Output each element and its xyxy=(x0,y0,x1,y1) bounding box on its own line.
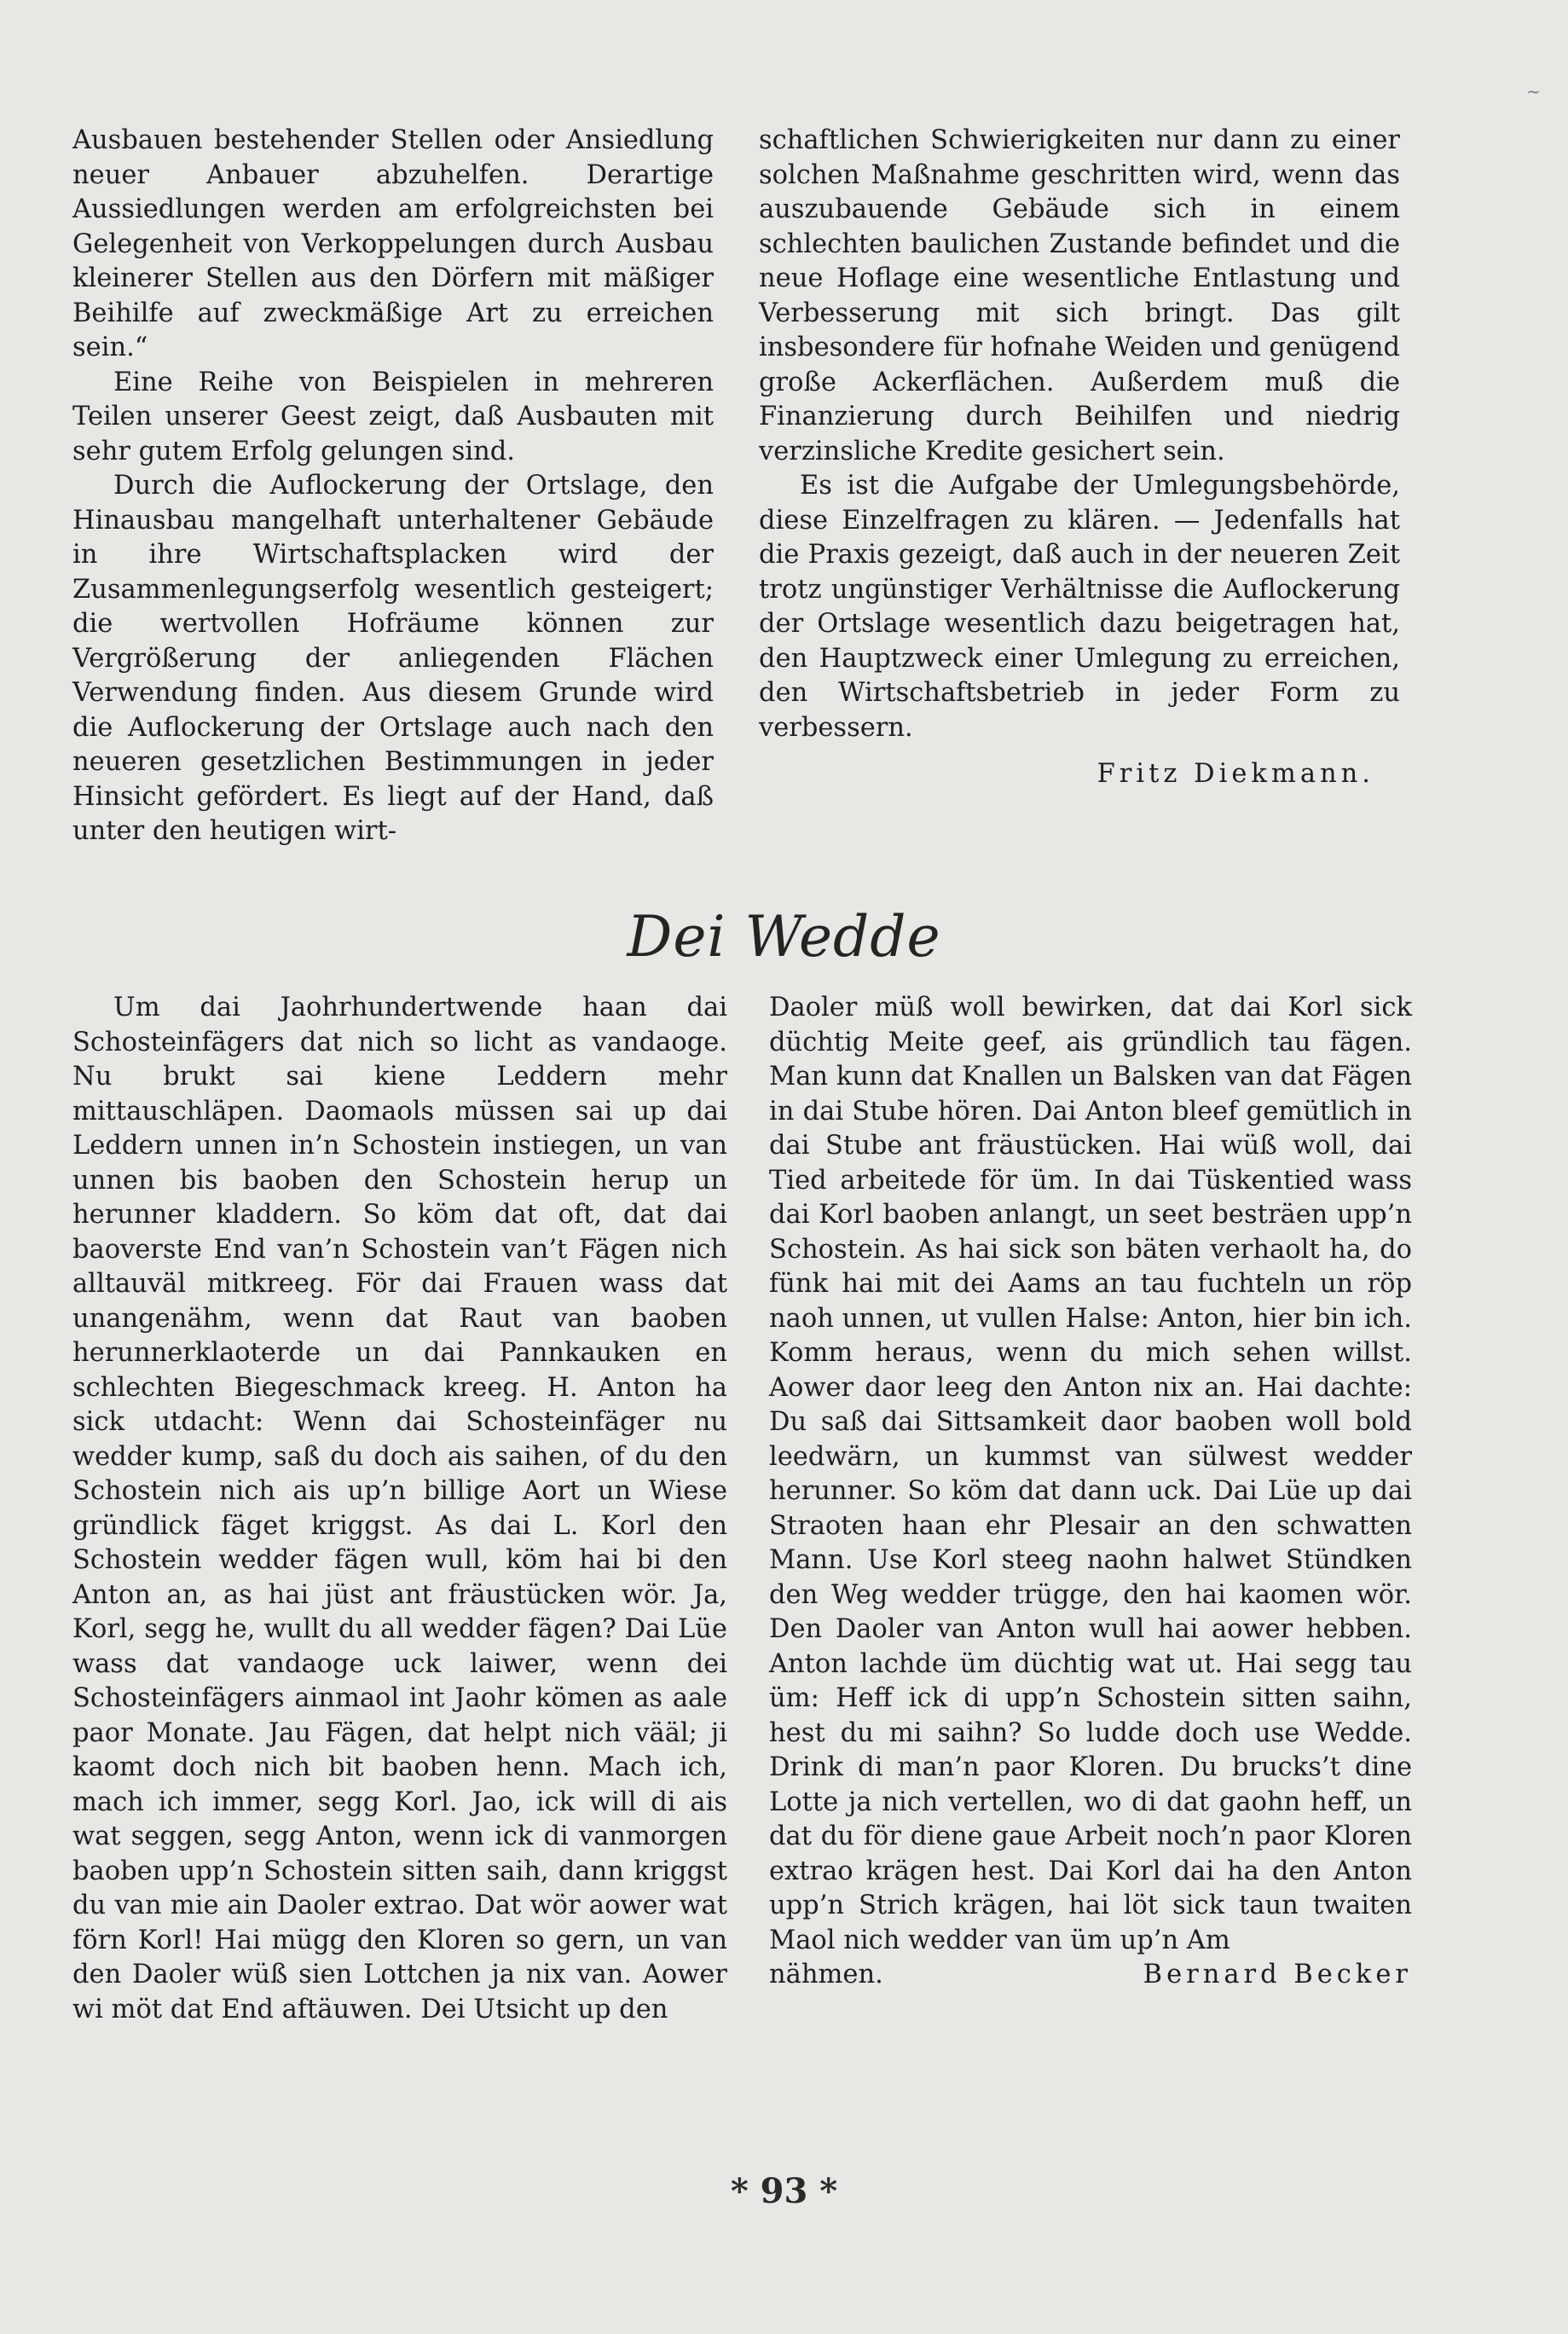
article2-signature: Bernard Becker xyxy=(1143,1960,1412,1989)
page-number: * 93 * xyxy=(730,2171,838,2211)
article2-closing-line xyxy=(769,1958,1412,1993)
article1-left-column xyxy=(72,124,714,849)
margin-mark: ~ xyxy=(1526,81,1541,101)
paragraph: schaftlichen Schwierigkeiten nur dann zu einer solchen Maßnahme geschritten wird, wenn das auszubauende Gebäude sich in einem schlechten baulichen Zustande befindet und die neue Hoflage eine wesentliche Entlastung und Verbesserung mit sich bringt. Das gilt insbesondere für hofnahe Weiden und genügend große Ackerflächen. Außerdem muß die Finanzierung durch Beihilfen und niedrig verzinsliche Kredite gesichert sein. xyxy=(759,125,1400,466)
closing-word: nähmen. xyxy=(769,1960,883,1989)
article2-title: Dei Wedde xyxy=(627,904,941,970)
paragraph: Daoler müß woll bewirken, dat dai Korl sick düchtig Meite geef, ais gründlich tau fägen. Man kunn dat Knallen un Balsken van dat Fägen in dai Stube hören. Dai Anton bleef gemütlich in dai Stube ant fräustücken. Hai wüß woll, dai Tied arbeitede för üm. In dai Tüskentied wass dai Korl baoben anlangt, un seet besträen upp’n Schostein. As hai sick son bäten verhaolt ha, do fünk hai mit dei Aams an tau fuchteln un röp naoh unnen, ut vullen Halse: Anton, hier bin ich. Komm heraus, wenn du mich sehen willst. Aower daor leeg den Anton nix an. Hai dachte: Du saß dai Sittsamkeit daor baoben woll bold leedwärn, un kummst van sülwest wedder herunner. So köm dat dann uck. Dai Lüe up dai Straoten haan ehr Plesair an den schwatten Mann. Use Korl steeg naohn halwet Stündken den Weg wedder trügge, den hai kaomen wör. Den Daoler van Anton wull hai aower hebben. Anton lachde üm düchtig wat ut. Hai segg tau üm: Heff ick di upp’n Schostein sitten saihn, hest du mi saihn? So ludde doch use Wedde. Drink di man’n paor Kloren. Du brucks’t dine Lotte ja nich vertellen, wo di dat gaohn heff, un dat du för diene gaue Arbeit noch’n paor Kloren extrao krägen hest. Dai Korl dai ha den Anton upp’n Strich krägen, hai löt sick taun twaiten Maol nich wedder van üm up’n Am xyxy=(769,993,1412,1955)
article2-left-column xyxy=(72,991,727,2027)
paragraph: Um dai Jaohrhundertwende haan dai Schosteinfägers dat nich so licht as vandaoge. Nu brukt sai kiene Leddern mehr mittauschläpen. Daomaols müssen sai up dai Leddern unnen in’n Schostein instiegen, un van unnen bis baoben den Schostein herup un herunner kladdern. So köm dat oft, dat dai baoverste End van’n Schostein van’t Fägen nich alltauväl mitkreeg. För dai Frauen wass dat unangenähm, wenn dat Raut van baoben herunnerklaoterde un dai Pannkauken en schlechten Biegeschmack kreeg. H. Anton ha sick utdacht: Wenn dai Schosteinfäger nu wedder kump, saß du doch ais saihen, of du den Schostein nich ais up’n billige Aort un Wiese gründlick fäget kriggst. As dai L. Korl den Schostein wedder fägen wull, köm hai bi den Anton an, as hai jüst ant fräustücken wör. Ja, Korl, segg he, wullt du all wedder fägen? Dai Lüe wass dat vandaoge uck laiwer, wenn dei Schosteinfägers ainmaol int Jaohr kömen as aale paor Monate. Jau Fägen, dat helpt nich vääl; ji kaomt doch nich bit baoben henn. Mach ich, mach ich immer, segg Korl. Jao, ick will di ais wat seggen, segg Anton, wenn ick di vanmorgen baoben upp’n Schostein sitten saih, dann kriggst du van mie ain Daoler extrao. Dat wör aower wat förn Korl! Hai mügg den Kloren so gern, un van den Daoler wüß sien Lottchen ja nix van. Aower wi möt dat End aftäuwen. Dei Utsicht up den xyxy=(72,993,727,2024)
article2-right-column xyxy=(769,991,1412,1993)
paragraph: Eine Reihe von Beispielen in mehreren Teilen unserer Geest zeigt, daß Ausbauten mit sehr gutem Erfolg gelungen sind. xyxy=(72,367,714,466)
paragraph: Es ist die Aufgabe der Umlegungsbehörde, diese Einzelfragen zu klären. — Jedenfalls hat die Praxis gezeigt, daß auch in der neueren Zeit trotz ungünstiger Verhältnisse die Auflockerung der Ortslage wesentlich dazu beigetragen hat, den Hauptzweck einer Umlegung zu erreichen, den Wirtschaftsbetrieb in jeder Form zu verbessern. xyxy=(759,471,1400,743)
paragraph: Durch die Auflockerung der Ortslage, den Hinausbau mangelhaft unterhaltener Gebäude in ihre Wirtschaftsplacken wird der Zusammenlegungserfolg wesentlich gesteigert; die wertvollen Hofräume können zur Vergrößerung der anliegenden Flächen Verwendung finden. Aus diesem Grunde wird die Auflockerung der Ortslage auch nach den neueren gesetzlichen Bestimmungen in jeder Hinsicht gefördert. Es liegt auf der Hand, daß unter den heutigen wirt- xyxy=(72,471,714,846)
article1-right-column xyxy=(759,124,1400,792)
paragraph: Ausbauen bestehender Stellen oder Ansiedlung neuer Anbauer abzuhelfen. Derartige Aussiedlungen werden am erfolgreichsten bei Gelegenheit von Verkoppelungen durch Ausbau kleinerer Stellen aus den Dörfern mit mäßiger Beihilfe auf zweckmäßige Art zu erreichen sein.“ xyxy=(72,125,714,362)
article1-signature: Fritz Diekmann. xyxy=(1096,759,1374,789)
